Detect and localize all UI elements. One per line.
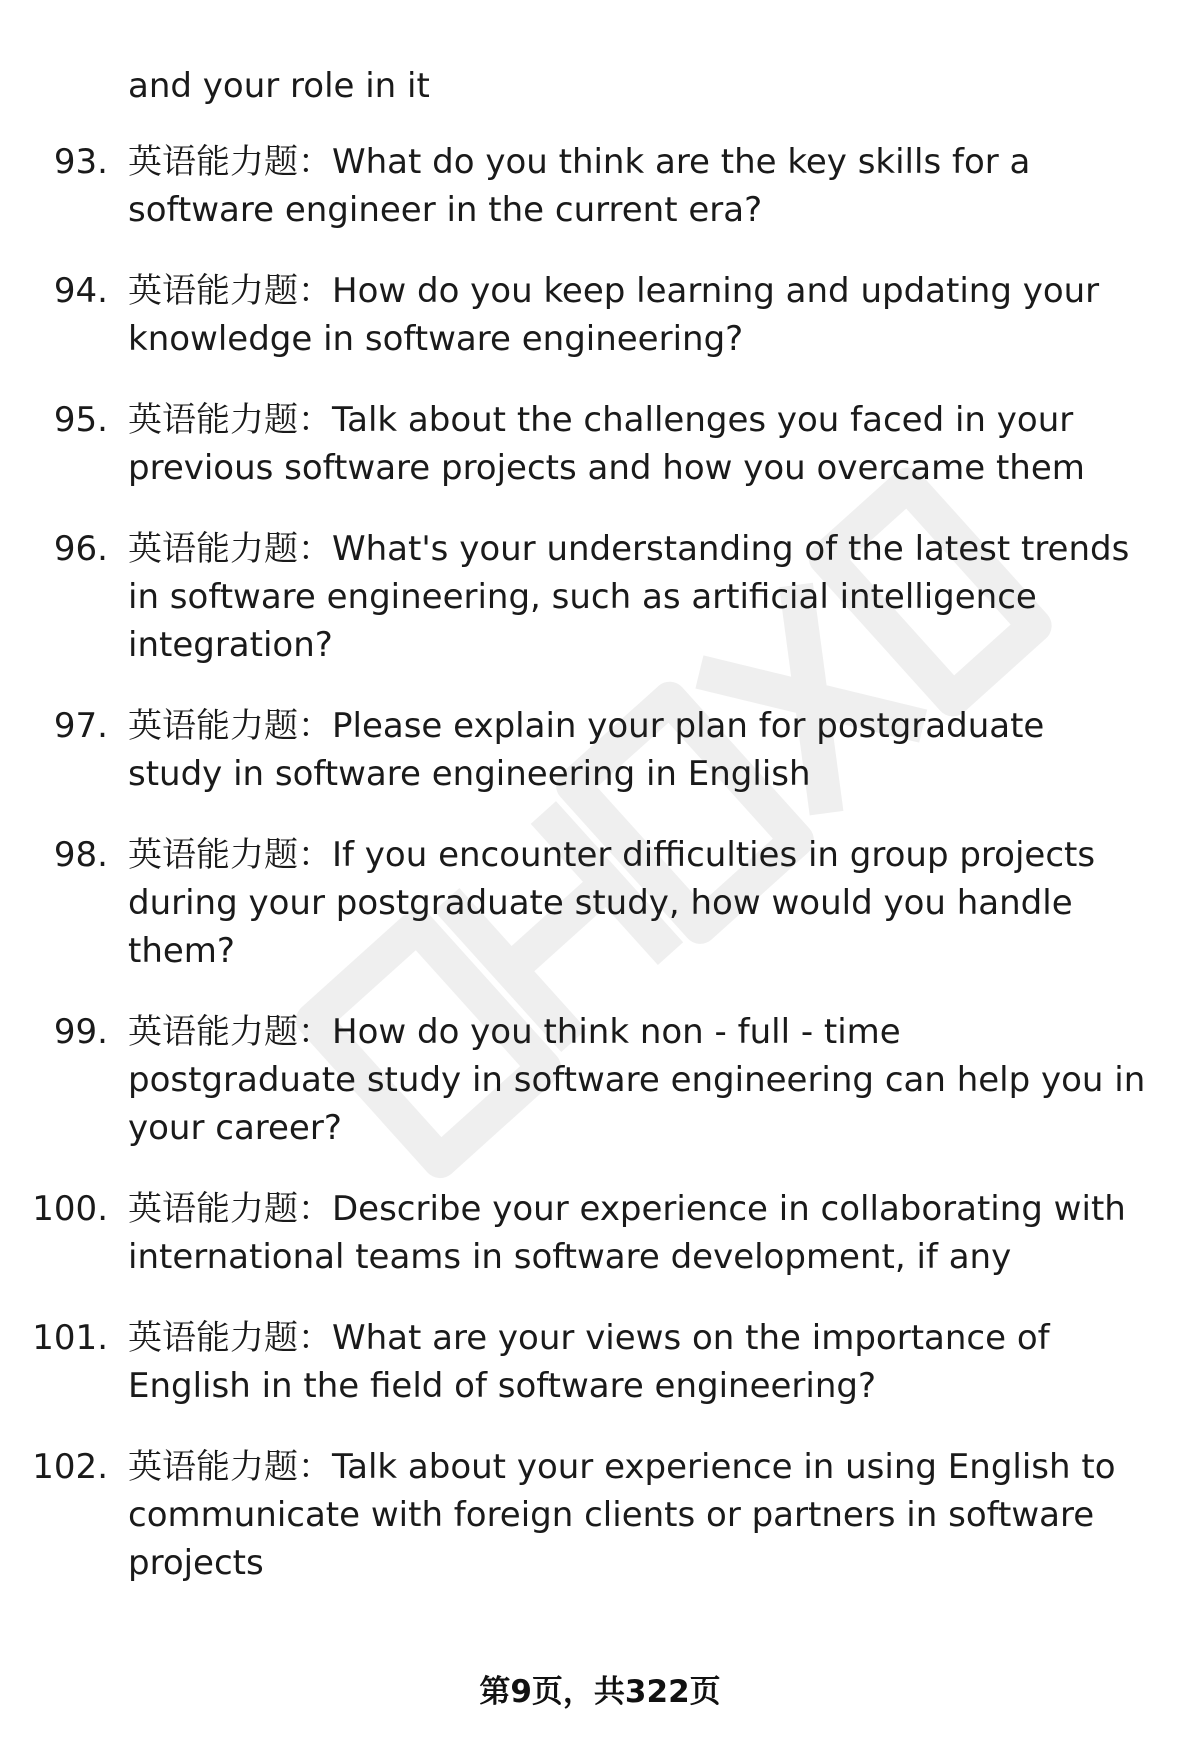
question-number: 93. <box>53 142 108 182</box>
question-text-line: 英语能力题：What do you think are the key skills for a <box>128 142 1031 182</box>
question-item <box>0 1185 1200 1281</box>
question-item <box>0 1443 1200 1587</box>
question-item <box>0 702 1200 798</box>
question-text-line: 英语能力题：Please explain your plan for postgraduate <box>128 706 1045 746</box>
question-number: 100. <box>32 1189 108 1229</box>
continuation-text: and your role in it <box>128 66 430 106</box>
question-item <box>0 267 1200 363</box>
question-text-line: 英语能力题：Describe your experience in collaborating with <box>128 1189 1126 1229</box>
question-text-line: postgraduate study in software engineering can help you in <box>128 1060 1146 1100</box>
question-number: 101. <box>32 1318 108 1358</box>
question-number: 97. <box>53 706 108 746</box>
question-text-line: 英语能力题：Talk about the challenges you faced in your <box>128 400 1074 440</box>
question-text-line: 英语能力题：What are your views on the importance of <box>128 1318 1050 1358</box>
question-text-line: English in the field of software engineering? <box>128 1366 877 1406</box>
question-text-line: integration? <box>128 625 333 665</box>
question-number: 99. <box>53 1012 108 1052</box>
question-text-line: 英语能力题：Talk about your experience in using English to <box>128 1447 1116 1487</box>
question-text-line: during your postgraduate study, how would you handle <box>128 883 1073 923</box>
question-item <box>0 525 1200 669</box>
question-text-line: 英语能力题：What's your understanding of the latest trends <box>128 529 1130 569</box>
question-text-line: in software engineering, such as artificial intelligence <box>128 577 1037 617</box>
question-number: 95. <box>53 400 108 440</box>
question-item <box>0 396 1200 492</box>
question-text-line: 英语能力题：How do you keep learning and updating your <box>128 271 1100 311</box>
question-item <box>0 138 1200 234</box>
question-number: 102. <box>32 1447 108 1487</box>
question-text-line: projects <box>128 1543 264 1583</box>
question-text-line: international teams in software development, if any <box>128 1237 1012 1277</box>
question-item <box>0 1314 1200 1410</box>
question-number: 98. <box>53 835 108 875</box>
question-item <box>0 831 1200 975</box>
question-text-line: 英语能力题：How do you think non - full - time <box>128 1012 901 1052</box>
question-text-line: knowledge in software engineering? <box>128 319 744 359</box>
question-text-line: study in software engineering in English <box>128 754 811 794</box>
question-text-line: 英语能力题：If you encounter difficulties in group projects <box>128 835 1096 875</box>
question-number: 94. <box>53 271 108 311</box>
question-text-line: previous software projects and how you overcame them <box>128 448 1085 488</box>
question-text-line: them? <box>128 931 235 971</box>
question-number: 96. <box>53 529 108 569</box>
question-text-line: communicate with foreign clients or partners in software <box>128 1495 1095 1535</box>
page-footer: 第9页，共322页 <box>479 1674 721 1710</box>
question-item <box>0 1008 1200 1152</box>
question-list <box>0 138 1200 1620</box>
question-text-line: your career? <box>128 1108 342 1148</box>
question-text-line: software engineer in the current era? <box>128 190 763 230</box>
